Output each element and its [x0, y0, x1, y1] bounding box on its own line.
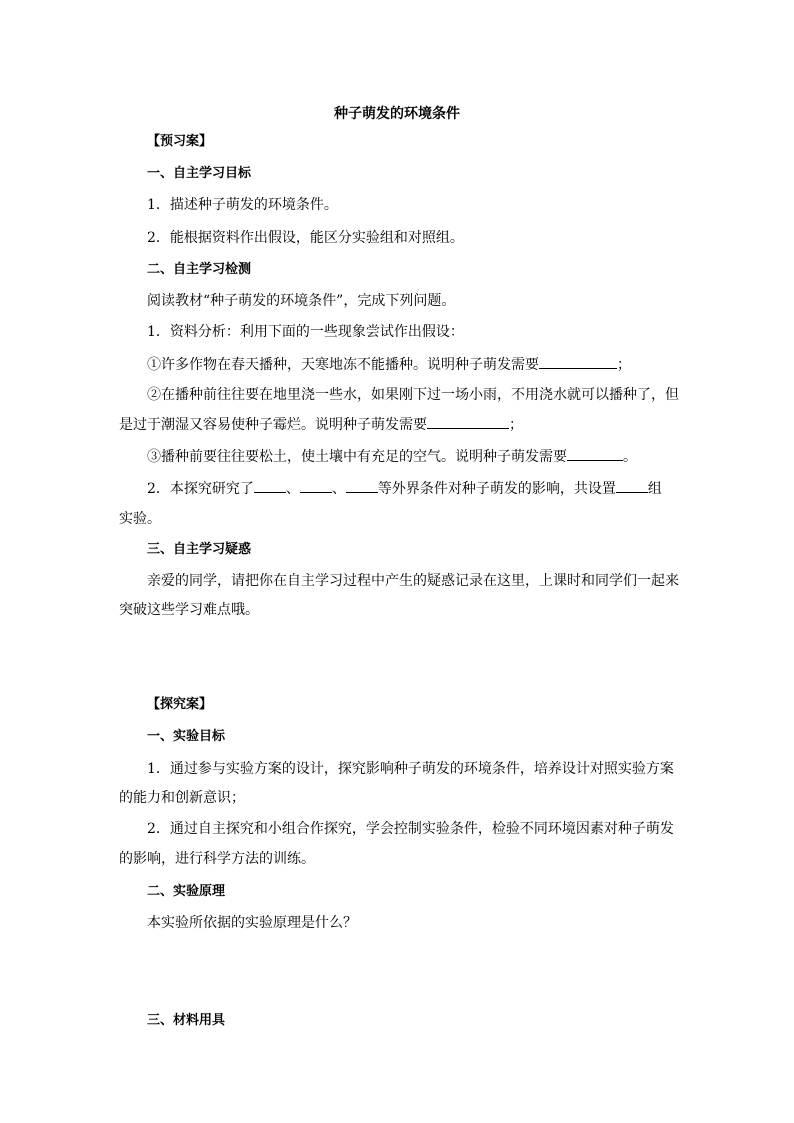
preview-material-c — [147, 446, 707, 467]
answer-blank[interactable] — [427, 414, 509, 429]
preview-check-heading: 二、自主学习检测 — [147, 262, 252, 277]
preview-check-intro: 阅读教材“种子萌发的环境条件”，完成下列问题。 — [147, 293, 456, 309]
preview-material-a — [147, 354, 707, 375]
question-2-text-b: 等外界条件对种子萌发的影响，共设置 — [377, 481, 616, 497]
preview-material-b-line-2 — [119, 414, 679, 435]
answer-blank[interactable] — [254, 478, 286, 493]
preview-section-header: 【预习案】 — [147, 134, 213, 149]
preview-goal-item-2: 2．能根据资料作出假设，能区分实验组和对照组。 — [147, 230, 464, 246]
question-2-text-c: 组 — [647, 481, 662, 497]
explore-principle-heading: 二、实验原理 — [147, 884, 226, 899]
material-b-text: 是过于潮湿又容易使种子霉烂。说明种子萌发需要 — [119, 417, 427, 433]
material-b-end: ； — [509, 417, 523, 433]
answer-blank[interactable] — [616, 478, 648, 493]
explore-section-header: 【探究案】 — [147, 697, 213, 712]
explore-goal-item-1-line-1: 1．通过参与实验方案的设计，探究影响种子萌发的环境条件，培养设计对照实验方案 — [147, 761, 674, 777]
preview-material-b-line-1: ②在播种前往往要在地里浇一些水，如果刚下过一场小雨，不用浇水就可以播种了，但 — [147, 387, 679, 403]
question-2-sep: 、 — [285, 481, 300, 497]
explore-goal-item-2-line-2: 的影响，进行科学方法的训练。 — [119, 851, 315, 867]
question-2-text-a: 2．本探究研究了 — [147, 481, 254, 497]
preview-goal-heading: 一、自主学习目标 — [147, 166, 252, 181]
preview-goal-item-1: 1．描述种子萌发的环境条件。 — [147, 197, 338, 213]
material-a-end: ； — [617, 357, 631, 373]
answer-blank[interactable] — [539, 354, 617, 369]
preview-doubt-line-2: 突破这些学习难点哦。 — [119, 602, 259, 618]
answer-blank[interactable] — [300, 478, 332, 493]
preview-check-question-1: 1．资料分析：利用下面的一些现象尝试作出假设： — [147, 324, 464, 340]
preview-doubt-heading: 三、自主学习疑惑 — [147, 542, 252, 557]
explore-goal-heading: 一、实验目标 — [147, 729, 226, 744]
document-title: 种子萌发的环境条件 — [334, 106, 460, 122]
material-a-text: ①许多作物在春天播种，天寒地冻不能播种。说明种子萌发需要 — [147, 357, 539, 373]
preview-check-question-2-line-2: 实验。 — [119, 511, 161, 527]
preview-check-question-2 — [147, 478, 707, 499]
explore-principle-question: 本实验所依据的实验原理是什么？ — [147, 915, 357, 931]
explore-materials-heading: 三、材料用具 — [147, 1013, 226, 1028]
explore-goal-item-2-line-1: 2．通过自主探究和小组合作探究，学会控制实验条件，检验不同环境因素对种子萌发 — [147, 821, 674, 837]
question-2-sep: 、 — [331, 481, 346, 497]
material-c-text: ③播种前要往往要松土，使土壤中有充足的空气。说明种子萌发需要 — [147, 449, 567, 465]
explore-goal-item-1-line-2: 的能力和创新意识； — [119, 790, 245, 806]
answer-blank[interactable] — [346, 478, 378, 493]
material-c-end: 。 — [623, 449, 637, 465]
answer-blank[interactable] — [567, 446, 623, 461]
preview-doubt-line-1: 亲爱的同学，请把你在自主学习过程中产生的疑惑记录在这里，上课时和同学们一起来 — [147, 573, 679, 589]
